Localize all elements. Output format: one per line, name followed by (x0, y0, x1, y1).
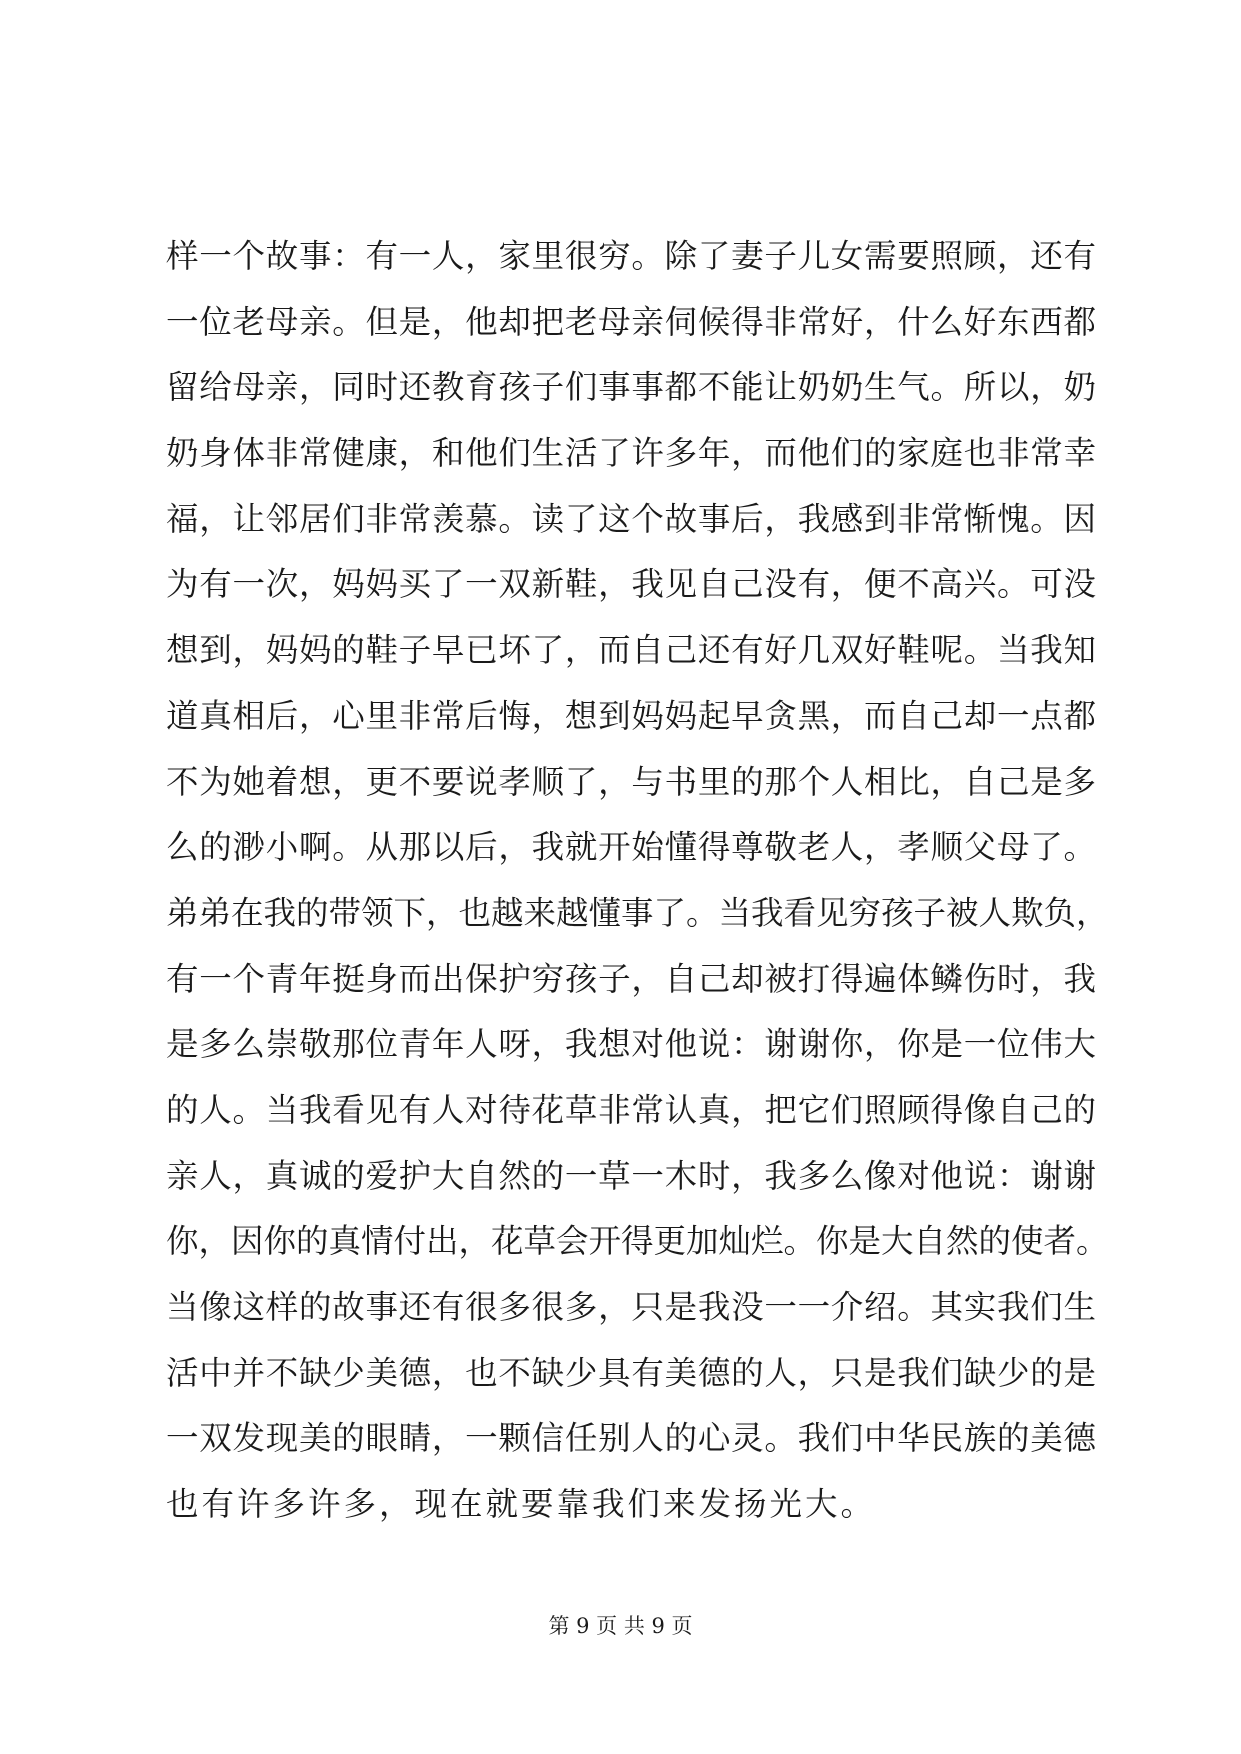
text-line: 福，让邻居们非常羡慕。读了这个故事后，我感到非常惭愧。因 (166, 499, 1096, 538)
text-line: 么的渺小啊。从那以后，我就开始懂得尊敬老人，孝顺父母了。 (166, 828, 1096, 867)
text-line: 为有一次，妈妈买了一双新鞋，我见自己没有，便不高兴。可没 (166, 565, 1096, 604)
text-line: 你，因你的真情付出，花草会开得更加灿烂。你是大自然的使者。 (166, 1222, 1109, 1261)
text-line: 一双发现美的眼睛，一颗信任别人的心灵。我们中华民族的美德 (166, 1419, 1096, 1458)
text-line: 留给母亲，同时还教育孩子们事事都不能让奶奶生气。所以，奶 (166, 368, 1096, 407)
body-text (166, 232, 1109, 1546)
text-line: 是多么崇敬那位青年人呀，我想对他说：谢谢你，你是一位伟大 (166, 1025, 1096, 1064)
text-line: 当像这样的故事还有很多很多，只是我没一一介绍。其实我们生 (166, 1288, 1096, 1326)
text-line: 也有许多许多，现在就要靠我们来发扬光大。 (166, 1485, 877, 1524)
text-line: 活中并不缺少美德，也不缺少具有美德的人，只是我们缺少的是 (166, 1353, 1096, 1392)
page-footer (0, 1611, 1241, 1641)
text-line: 样一个故事：有一人，家里很穷。除了妻子儿女需要照顾，还有 (166, 237, 1096, 275)
text-line: 亲人，真诚的爱护大自然的一草一木时，我多么像对他说：谢谢 (166, 1156, 1096, 1195)
text-line: 一位老母亲。但是，他却把老母亲伺候得非常好，什么好东西都 (166, 302, 1096, 341)
text-line: 想到，妈妈的鞋子早已坏了，而自己还有好几双好鞋呢。当我知 (166, 631, 1096, 670)
text-line: 的人。当我看见有人对待花草非常认真，把它们照顾得像自己的 (166, 1090, 1096, 1129)
text-line: 弟弟在我的带领下，也越来越懂事了。当我看见穷孩子被人欺负， (166, 893, 1109, 932)
page-number: 第 9 页 共 9 页 (548, 1614, 693, 1638)
text-line: 道真相后，心里非常后悔，想到妈妈起早贪黑，而自己却一点都 (166, 696, 1096, 735)
text-line: 有一个青年挺身而出保护穷孩子，自己却被打得遍体鳞伤时，我 (166, 959, 1096, 998)
text-line: 奶身体非常健康，和他们生活了许多年，而他们的家庭也非常幸 (166, 434, 1096, 473)
text-line: 不为她着想，更不要说孝顺了，与书里的那个人相比，自己是多 (166, 762, 1096, 801)
